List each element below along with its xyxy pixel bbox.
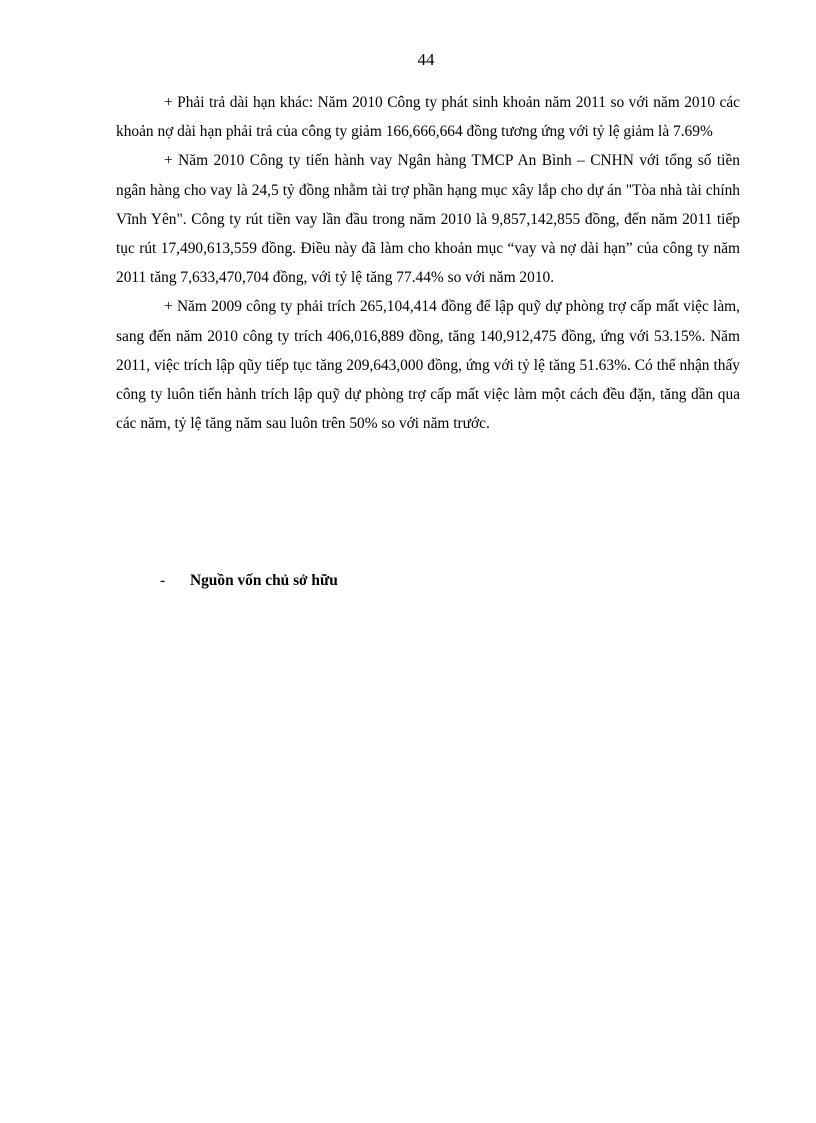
- section-bullet: -: [160, 572, 166, 589]
- section-heading: [160, 566, 338, 595]
- paragraph-bank-loan: + Năm 2010 Công ty tiến hành vay Ngân hàng TMCP An Bình – CNHN với tổng số tiền ngân hàng cho vay là 24,5 tỷ đồng nhằm tài trợ phần hạng mục xây lắp cho dự án "Tòa nhà tài chính Vĩnh Yên". Công ty rút tiền vay lần đầu trong năm 2010 là 9,857,142,855 đồng, đến năm 2011 tiếp tục rút 17,490,613,559 đồng. Điều này đã làm cho khoản mục “vay và nợ dài hạn” của công ty năm 2011 tăng 7,633,470,704 đồng, với tỷ lệ tăng 77.44% so với năm 2010.: [116, 152, 740, 287]
- paragraph-severance-fund: + Năm 2009 công ty phải trích 265,104,414 đồng để lập quỹ dự phòng trợ cấp mất việc làm, sang đến năm 2010 công ty trích 406,016,889 đồng, tăng 140,912,475 đồng, ứng với 53.15%. Năm 2011, việc trích lập qũy tiếp tục tăng 209,643,000 đồng, ứng với tỷ lệ tăng 51.63%. Có thể nhận thấy công ty luôn tiến hành trích lập quỹ dự phòng trợ cấp mất việc làm một cách đều đặn, tăng dần qua các năm, tỷ lệ tăng năm sau luôn trên 50% so với năm trước.: [116, 298, 740, 433]
- paragraph-long-term-payables: + Phải trả dài hạn khác: Năm 2010 Công ty phát sinh khoản năm 2011 so với năm 2010 các khoản nợ dài hạn phải trả của công ty giảm 166,666,664 đồng tương ứng với tỷ lệ giảm là 7.69%: [116, 94, 740, 141]
- section-title: Nguồn vốn chủ sở hữu: [190, 572, 338, 589]
- page-number: 44: [417, 50, 435, 69]
- body-text: [116, 88, 740, 438]
